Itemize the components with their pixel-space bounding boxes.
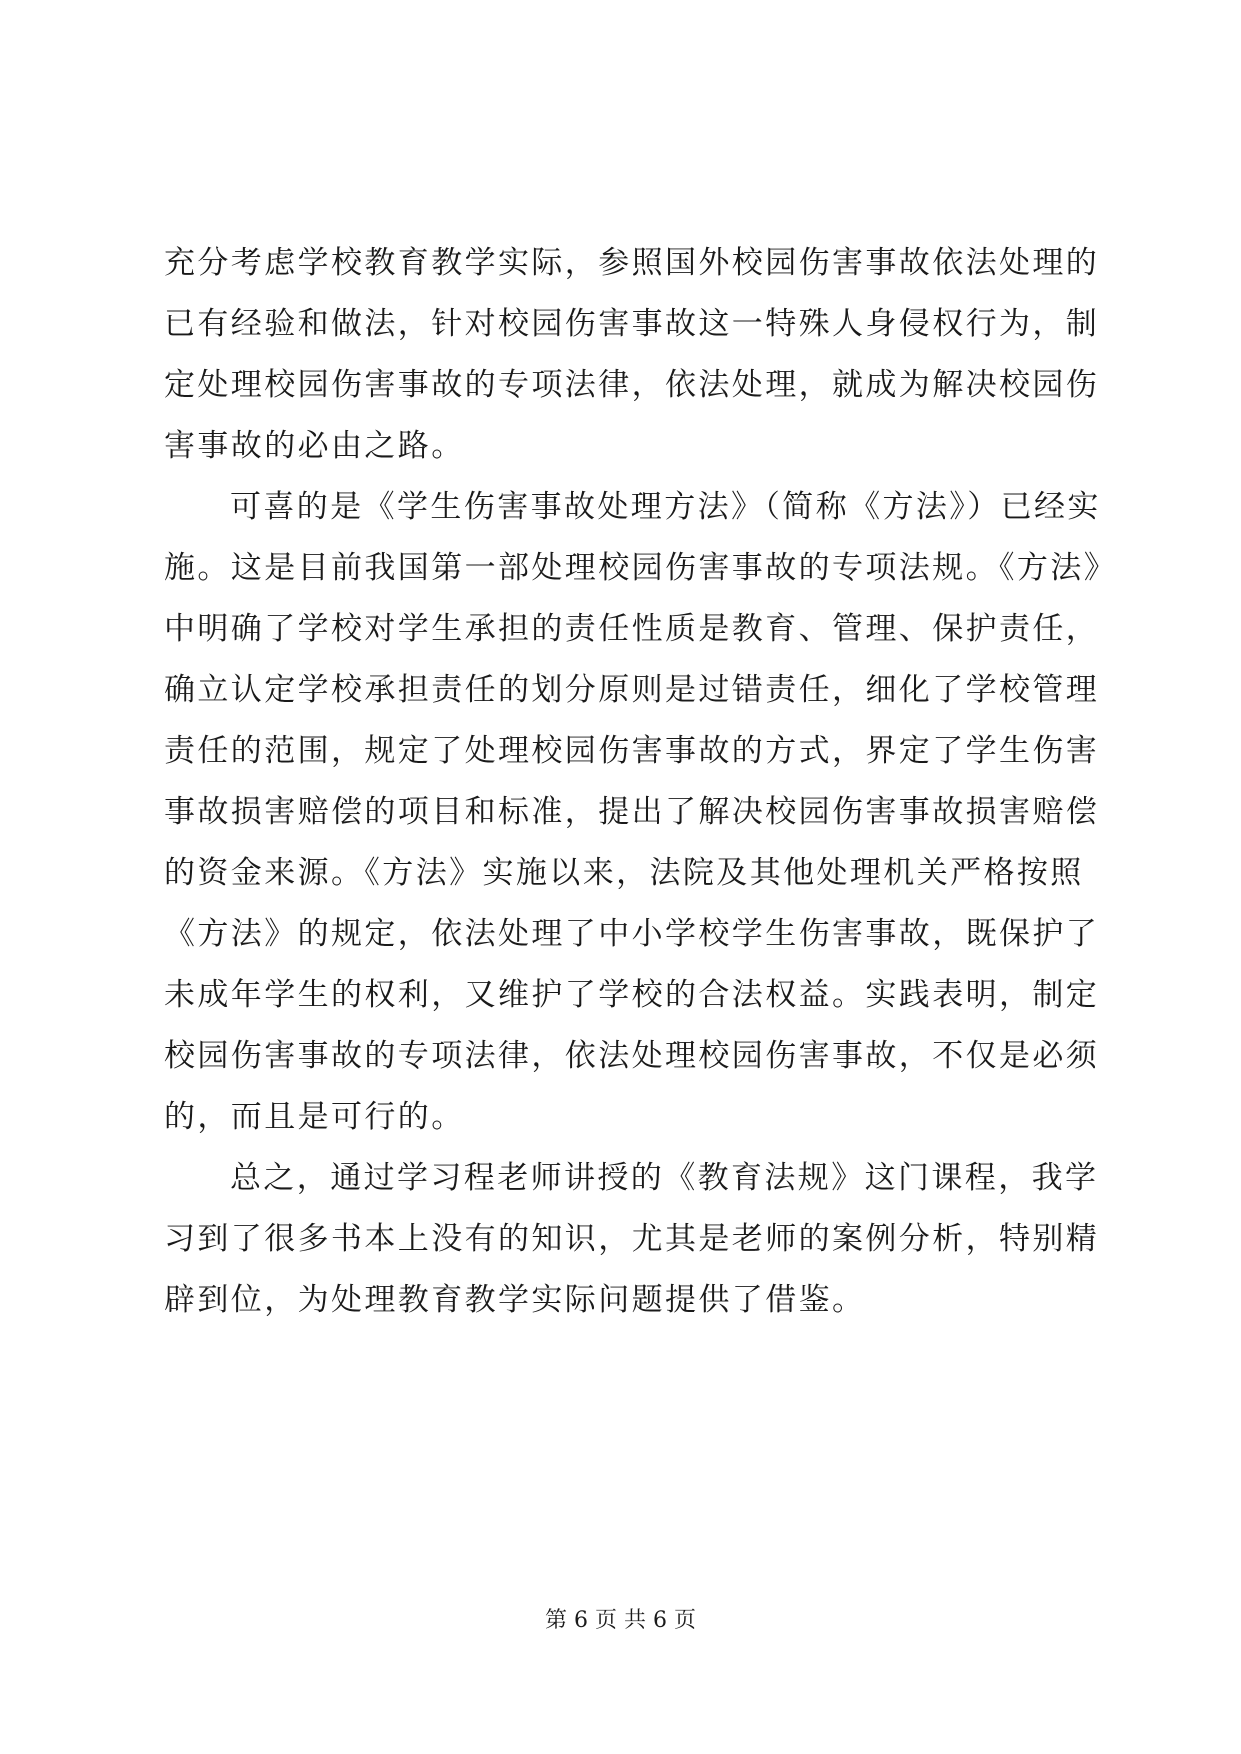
text-line: 未成年学生的权利，又维护了学校的合法权益。实践表明，制定	[164, 977, 1100, 1013]
text-line: 确立认定学校承担责任的划分原则是过错责任，细化了学校管理	[164, 672, 1100, 708]
text-line: 的资金来源。《方法》实施以来，法院及其他处理机关严格按照	[164, 855, 1084, 891]
text-line: 辟到位，为处理教育教学实际问题提供了借鉴。	[164, 1282, 866, 1318]
document-body	[164, 233, 1118, 1331]
text-line: 事故损害赔偿的项目和标准，提出了解决校园伤害事故损害赔偿	[164, 794, 1100, 830]
text-line: 可喜的是《学生伤害事故处理方法》（简称《方法》）已经实	[230, 489, 1101, 525]
page-number-footer: 第 6 页 共 6 页	[545, 1608, 696, 1633]
text-line: 《方法》的规定，依法处理了中小学校学生伤害事故，既保护了	[164, 916, 1100, 952]
text-line: 习到了很多书本上没有的知识，尤其是老师的案例分析，特别精	[164, 1221, 1100, 1257]
text-line: 总之，通过学习程老师讲授的《教育法规》这门课程，我学	[230, 1160, 1099, 1196]
text-line: 施。这是目前我国第一部处理校园伤害事故的专项法规。《方法》	[164, 550, 1118, 586]
text-line: 校园伤害事故的专项法律，依法处理校园伤害事故，不仅是必须	[164, 1038, 1100, 1074]
text-line: 充分考虑学校教育教学实际，参照国外校园伤害事故依法处理的	[164, 245, 1100, 281]
text-line: 的，而且是可行的。	[164, 1099, 465, 1135]
paragraph-3	[164, 1148, 1100, 1331]
text-line: 责任的范围，规定了处理校园伤害事故的方式，界定了学生伤害	[164, 733, 1100, 769]
paragraph-2	[164, 477, 1118, 1148]
text-line: 已有经验和做法，针对校园伤害事故这一特殊人身侵权行为，制	[164, 306, 1100, 342]
text-line: 中明确了学校对学生承担的责任性质是教育、管理、保护责任，	[164, 611, 1100, 647]
text-line: 定处理校园伤害事故的专项法律，依法处理，就成为解决校园伤	[164, 367, 1100, 403]
text-line: 害事故的必由之路。	[164, 428, 465, 464]
paragraph-1	[164, 233, 1100, 477]
